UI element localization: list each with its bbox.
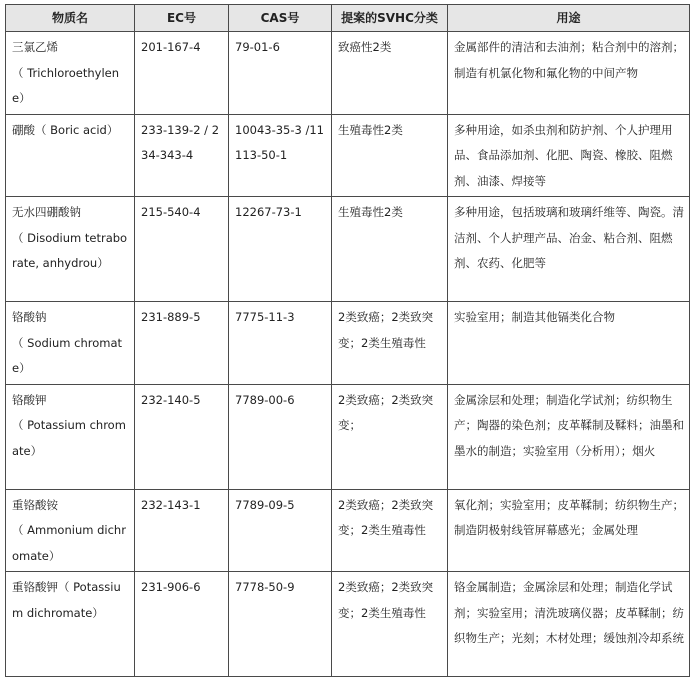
substance-name-cell: 硼酸（ Boric acid） [6,114,135,197]
ec-number-cell: 201-167-4 [135,32,229,115]
ec-number-cell: 231-889-5 [135,302,229,385]
use-cell: 多种用途，如杀虫剂和防护剂、个人护理用品、食品添加剂、化肥、陶瓷、橡胶、阻燃剂、油漆、焊接等 [448,114,690,197]
use-cell: 金属涂层和处理；制造化学试剂；纺织物生产；陶器的染色剂；皮革鞣制及鞣料；油墨和墨水的制造；实验室用（分析用）；烟火 [448,384,690,489]
substance-name-cell: 三氯乙烯 （ Trichloroethylene） [6,32,135,115]
header-use: 用途 [448,5,690,32]
table-row [6,197,690,302]
svhc-category-cell: 2类致癌；2类致突变；2类生殖毒性 [332,572,448,677]
cas-number-cell: 79-01-6 [229,32,332,115]
use-cell: 铬金属制造；金属涂层和处理；制造化学试剂；实验室用；清洗玻璃仪器；皮革鞣制；纺织物生产；光刻；木材处理；缓蚀剂冷却系统 [448,572,690,677]
substance-name-cell: 重铬酸钾（ Potassium dichromate） [6,572,135,677]
svhc-category-cell: 生殖毒性2类 [332,114,448,197]
ec-number-cell: 232-143-1 [135,489,229,572]
use-cell: 实验室用；制造其他镉类化合物 [448,302,690,385]
header-row [6,5,690,32]
substance-name-cell: 铬酸钠 （ Sodium chromate） [6,302,135,385]
table-row [6,114,690,197]
table-row [6,32,690,115]
svhc-category-cell: 致癌性2类 [332,32,448,115]
svhc-table-container [5,4,690,677]
header-substance-name: 物质名 [6,5,135,32]
ec-number-cell: 231-906-6 [135,572,229,677]
cas-number-cell: 10043-35-3 /11113-50-1 [229,114,332,197]
use-cell: 氧化剂；实验室用；皮革鞣制；纺织物生产；制造阴极射线管屏幕感光；金属处理 [448,489,690,572]
ec-number-cell: 232-140-5 [135,384,229,489]
cas-number-cell: 7789-09-5 [229,489,332,572]
header-cas-number: CAS号 [229,5,332,32]
cas-number-cell: 7789-00-6 [229,384,332,489]
table-row [6,384,690,489]
cas-number-cell: 7778-50-9 [229,572,332,677]
cas-number-cell: 12267-73-1 [229,197,332,302]
header-svhc-category: 提案的SVHC分类 [332,5,448,32]
svhc-category-cell: 2类致癌；2类致突变； [332,384,448,489]
svhc-category-cell: 2类致癌；2类致突变；2类生殖毒性 [332,302,448,385]
ec-number-cell: 215-540-4 [135,197,229,302]
use-cell: 多种用途，包括玻璃和玻璃纤维等、陶瓷。清洁剂、个人护理产品、冶金、粘合剂、阻燃剂、农药、化肥等 [448,197,690,302]
use-cell: 金属部件的清洁和去油剂；粘合剂中的溶剂；制造有机氯化物和氟化物的中间产物 [448,32,690,115]
substance-name-cell: 无水四硼酸钠 （ Disodium tetraborate, anhydrou） [6,197,135,302]
table-row [6,572,690,677]
substance-name-cell: 铬酸钾 （ Potassium chromate） [6,384,135,489]
cas-number-cell: 7775-11-3 [229,302,332,385]
header-ec-number: EC号 [135,5,229,32]
substance-name-cell: 重铬酸铵 （ Ammonium dichromate） [6,489,135,572]
table-row [6,489,690,572]
table-row [6,302,690,385]
svhc-category-cell: 2类致癌；2类致突变；2类生殖毒性 [332,489,448,572]
svhc-substance-table [5,4,690,677]
ec-number-cell: 233-139-2 / 234-343-4 [135,114,229,197]
svhc-category-cell: 生殖毒性2类 [332,197,448,302]
